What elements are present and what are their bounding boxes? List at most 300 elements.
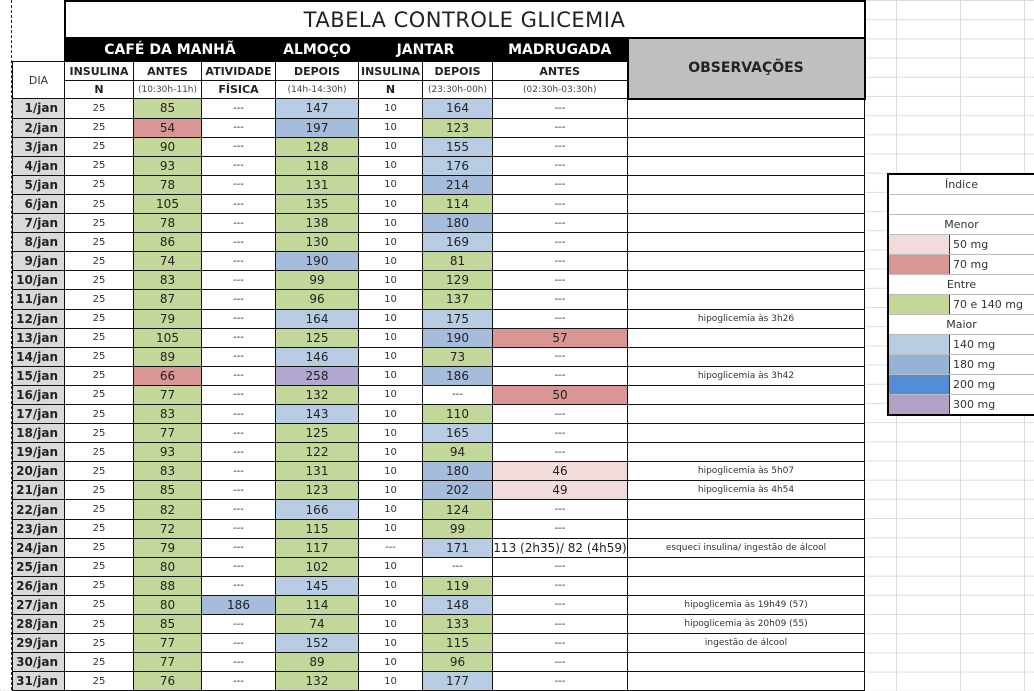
table-row [13,595,865,614]
insulina-manha-cell[interactable]: 25 [65,328,134,347]
depois-header: DEPOIS [276,62,359,81]
insulina-manha-cell[interactable]: 25 [65,500,134,519]
depois-almoco-cell[interactable]: 74 [276,615,359,634]
atividade-fisica-cell[interactable]: --- [202,137,276,156]
depois-jantar-cell[interactable]: 133 [423,615,493,634]
day-cell[interactable]: 12/jan [13,309,65,328]
madrugada-antes-cell[interactable]: --- [493,309,628,328]
depois-almoco-cell[interactable]: 166 [276,500,359,519]
depois-almoco-cell[interactable]: 132 [276,385,359,404]
observacao-cell[interactable] [628,156,865,175]
atividade-fisica-cell[interactable]: --- [202,653,276,672]
insulina-manha-cell[interactable]: 25 [65,424,134,443]
observacao-cell[interactable] [628,175,865,194]
legend-menor: Menor [889,215,1034,235]
observacao-cell[interactable] [628,405,865,424]
depois-almoco-cell[interactable]: 197 [276,118,359,137]
insulina-manha-cell[interactable]: 25 [65,366,134,385]
atividade-fisica-cell[interactable]: --- [202,672,276,691]
day-cell[interactable]: 10/jan [13,271,65,290]
antes-cafe-cell[interactable]: 66 [134,366,202,385]
depois-jantar-cell[interactable]: 119 [423,576,493,595]
day-cell[interactable]: 30/jan [13,653,65,672]
depois-almoco-cell[interactable]: 125 [276,328,359,347]
depois-almoco-cell[interactable]: 89 [276,653,359,672]
insulina-manha-cell[interactable]: 25 [65,118,134,137]
insulina-manha-cell[interactable]: 25 [65,175,134,194]
depois-jantar-cell[interactable]: 129 [423,271,493,290]
insulina-jantar-cell[interactable]: 10 [359,99,423,119]
observacao-cell[interactable] [628,233,865,252]
insulina-jantar-cell[interactable]: 10 [359,595,423,614]
atividade-fisica-cell[interactable]: --- [202,576,276,595]
atividade-fisica-cell[interactable]: --- [202,99,276,119]
depois-jantar-cell[interactable]: 171 [423,538,493,557]
legend-swatch [889,235,950,254]
day-cell[interactable]: 22/jan [13,500,65,519]
antes-cafe-cell[interactable]: 85 [134,481,202,500]
insulina-manha-cell[interactable]: 25 [65,156,134,175]
day-cell[interactable]: 3/jan [13,137,65,156]
madrugada-antes-cell[interactable]: --- [493,595,628,614]
table-row [13,328,865,347]
depois-almoco-cell[interactable]: 143 [276,405,359,424]
depois-jantar-cell[interactable]: 214 [423,175,493,194]
depois-almoco-cell[interactable]: 147 [276,99,359,119]
insulina-manha-cell[interactable]: 25 [65,576,134,595]
day-cell[interactable]: 11/jan [13,290,65,309]
insulina-jantar-cell[interactable]: 10 [359,118,423,137]
depois-almoco-cell[interactable]: 258 [276,366,359,385]
day-cell[interactable]: 1/jan [13,99,65,119]
insulina-manha-cell[interactable]: 25 [65,137,134,156]
depois-almoco-cell[interactable]: 122 [276,443,359,462]
day-cell[interactable]: 9/jan [13,252,65,271]
depois-jantar-cell[interactable]: 115 [423,634,493,653]
insulina-jantar-cell[interactable]: 10 [359,366,423,385]
depois-jantar-cell[interactable]: 99 [423,519,493,538]
depois-almoco-cell[interactable]: 117 [276,538,359,557]
insulina-manha-cell[interactable]: 25 [65,595,134,614]
madrugada-antes-cell[interactable]: --- [493,118,628,137]
antes-cafe-cell[interactable]: 93 [134,156,202,175]
antes-cafe-cell[interactable]: 76 [134,672,202,691]
antes-cafe-cell[interactable]: 74 [134,252,202,271]
day-cell[interactable]: 15/jan [13,366,65,385]
insulina-manha-cell[interactable]: 25 [65,538,134,557]
antes-cafe-cell[interactable]: 77 [134,424,202,443]
insulina-manha-cell[interactable]: 25 [65,634,134,653]
depois-jantar-cell[interactable]: 123 [423,118,493,137]
antes-cafe-cell[interactable]: 80 [134,557,202,576]
atividade-fisica-cell[interactable]: --- [202,156,276,175]
day-cell[interactable]: 26/jan [13,576,65,595]
depois-jantar-cell[interactable]: 155 [423,137,493,156]
madrugada-antes-cell[interactable]: --- [493,137,628,156]
insulina-jantar-cell[interactable]: 10 [359,290,423,309]
insulina-jantar-cell[interactable]: 10 [359,347,423,366]
depois-jantar-cell[interactable]: 177 [423,672,493,691]
day-cell[interactable]: 20/jan [13,462,65,481]
depois-jantar-cell[interactable]: 96 [423,653,493,672]
atividade-fisica-cell[interactable]: --- [202,118,276,137]
antes-cafe-cell[interactable]: 82 [134,500,202,519]
atividade-fisica-cell[interactable]: --- [202,615,276,634]
insulina-jantar-cell[interactable]: 10 [359,557,423,576]
table-row [13,615,865,634]
atividade-fisica-cell[interactable]: --- [202,175,276,194]
depois-almoco-cell[interactable]: 190 [276,252,359,271]
antes-cafe-cell[interactable]: 105 [134,328,202,347]
antes-cafe-cell[interactable]: 77 [134,653,202,672]
antes-cafe-cell[interactable]: 78 [134,175,202,194]
atividade-fisica-cell[interactable]: --- [202,405,276,424]
depois-almoco-cell[interactable]: 146 [276,347,359,366]
insulina-manha-cell[interactable]: 25 [65,653,134,672]
atividade-fisica-cell[interactable]: --- [202,538,276,557]
day-cell[interactable]: 2/jan [13,118,65,137]
insulina-manha-cell[interactable]: 25 [65,309,134,328]
observacao-cell[interactable] [628,576,865,595]
insulina-manha-cell[interactable]: 25 [65,214,134,233]
day-cell[interactable]: 5/jan [13,175,65,194]
antes-cafe-cell[interactable]: 72 [134,519,202,538]
madrugada-antes-cell[interactable]: 57 [493,328,628,347]
depois-almoco-cell[interactable]: 102 [276,557,359,576]
depois-jantar-cell[interactable]: 202 [423,481,493,500]
madrugada-antes-cell[interactable]: --- [493,214,628,233]
antes-cafe-cell[interactable]: 83 [134,462,202,481]
observacao-cell[interactable] [628,271,865,290]
atividade-fisica-cell[interactable]: --- [202,519,276,538]
atividade-fisica-cell[interactable]: --- [202,252,276,271]
insulina-manha-cell[interactable]: 25 [65,462,134,481]
madrugada-antes-cell[interactable]: --- [493,156,628,175]
madrugada-antes-cell[interactable]: 50 [493,385,628,404]
depois-almoco-cell[interactable]: 131 [276,462,359,481]
depois-jantar-cell[interactable]: 81 [423,252,493,271]
depois-jantar-cell[interactable]: 190 [423,328,493,347]
depois-jantar-cell[interactable]: --- [423,557,493,576]
insulina-jantar-cell[interactable]: 10 [359,443,423,462]
insulina-jantar-cell[interactable]: 10 [359,634,423,653]
insulina-jantar-cell[interactable]: 10 [359,252,423,271]
observacao-cell[interactable] [628,519,865,538]
insulina-jantar-cell[interactable]: 10 [359,156,423,175]
observacao-cell[interactable] [628,424,865,443]
madrugada-antes-cell[interactable]: 113 (2h35)/ 82 (4h59) [493,538,628,557]
observacao-cell[interactable] [628,194,865,213]
antes-time: (10:30h-11h) [134,81,202,99]
madrugada-antes-cell[interactable]: 46 [493,462,628,481]
atividade-fisica-cell[interactable]: --- [202,557,276,576]
depois-almoco-cell[interactable]: 152 [276,634,359,653]
depois-almoco-cell[interactable]: 135 [276,194,359,213]
table-row [13,214,865,233]
depois-almoco-cell[interactable]: 123 [276,481,359,500]
insulina-jantar-cell[interactable]: 10 [359,462,423,481]
depois-jantar-cell[interactable]: 148 [423,595,493,614]
insulina-jantar-cell[interactable]: 10 [359,653,423,672]
depois-jantar-cell[interactable]: 176 [423,156,493,175]
madrugada-antes-cell[interactable]: --- [493,424,628,443]
day-cell[interactable]: 14/jan [13,347,65,366]
observacao-cell[interactable] [628,252,865,271]
meal-almoco: ALMOÇO [276,38,359,62]
insulina-manha-cell[interactable]: 25 [65,194,134,213]
insulina-jantar-cell[interactable]: 10 [359,328,423,347]
antes-cafe-cell[interactable]: 93 [134,443,202,462]
observacao-cell[interactable]: hipoglicemia às 20h09 (55) [628,615,865,634]
depois-almoco-cell[interactable]: 128 [276,137,359,156]
table-row [13,99,865,119]
legend-entre: Entre [889,275,1034,295]
madrugada-antes-cell[interactable]: --- [493,405,628,424]
depois-jantar-cell[interactable]: --- [423,385,493,404]
madrugada-antes-cell[interactable]: --- [493,615,628,634]
antes-cafe-cell[interactable]: 79 [134,538,202,557]
day-cell[interactable]: 21/jan [13,481,65,500]
madrugada-antes-cell[interactable]: --- [493,290,628,309]
table-row [13,347,865,366]
depois-jantar-cell[interactable]: 169 [423,233,493,252]
depois-almoco-cell[interactable]: 131 [276,175,359,194]
madrugada-antes-cell[interactable]: --- [493,576,628,595]
insulina-jantar-cell[interactable]: 10 [359,137,423,156]
atividade-fisica-cell[interactable]: --- [202,271,276,290]
observacao-cell[interactable] [628,443,865,462]
observacao-cell[interactable] [628,99,865,119]
insulina-jantar-cell[interactable]: 10 [359,309,423,328]
madrugada-antes-cell[interactable]: --- [493,175,628,194]
table-row [13,576,865,595]
observacao-cell[interactable]: esqueci insulina/ ingestão de álcool [628,538,865,557]
depois-jantar-cell[interactable]: 165 [423,424,493,443]
atividade-fisica-cell[interactable]: --- [202,347,276,366]
madrugada-antes-cell[interactable]: --- [493,366,628,385]
madrugada-antes-cell[interactable]: --- [493,653,628,672]
antes-cafe-cell[interactable]: 79 [134,309,202,328]
depois-almoco-cell[interactable]: 132 [276,672,359,691]
madrugada-antes-cell[interactable]: --- [493,99,628,119]
observacao-cell[interactable] [628,653,865,672]
depois-almoco-cell[interactable]: 164 [276,309,359,328]
depois-almoco-cell[interactable]: 99 [276,271,359,290]
observacao-cell[interactable] [628,118,865,137]
insulina-jantar-cell[interactable]: 10 [359,214,423,233]
depois-almoco-cell[interactable]: 115 [276,519,359,538]
insulina-manha-cell[interactable]: 25 [65,672,134,691]
insulina-jantar-cell[interactable]: 10 [359,424,423,443]
depois-jantar-cell[interactable]: 164 [423,99,493,119]
insulina-jantar-cell[interactable]: 10 [359,233,423,252]
insulina-manha-cell[interactable]: 25 [65,443,134,462]
depois-jantar-cell[interactable]: 175 [423,309,493,328]
observacao-cell[interactable]: hipoglicemia às 19h49 (57) [628,595,865,614]
antes-cafe-cell[interactable]: 85 [134,615,202,634]
depois-almoco-cell[interactable]: 125 [276,424,359,443]
antes-cafe-cell[interactable]: 78 [134,214,202,233]
day-cell[interactable]: 28/jan [13,615,65,634]
observacao-cell[interactable] [628,290,865,309]
day-cell[interactable]: 23/jan [13,519,65,538]
madrugada-antes-cell[interactable]: --- [493,557,628,576]
day-cell[interactable]: 25/jan [13,557,65,576]
insulina-manha-cell[interactable]: 25 [65,557,134,576]
depois2-header: DEPOIS [423,62,493,81]
antes-cafe-cell[interactable]: 90 [134,137,202,156]
day-cell[interactable]: 17/jan [13,405,65,424]
antes-cafe-cell[interactable]: 83 [134,271,202,290]
observacao-cell[interactable] [628,214,865,233]
insulina-manha-cell[interactable]: 25 [65,405,134,424]
madrugada-antes-cell[interactable]: --- [493,194,628,213]
madrugada-antes-cell[interactable]: --- [493,233,628,252]
depois-jantar-cell[interactable]: 180 [423,462,493,481]
antes-cafe-cell[interactable]: 83 [134,405,202,424]
observacao-cell[interactable]: hipoglicemia às 3h26 [628,309,865,328]
insulina-jantar-cell[interactable]: 10 [359,500,423,519]
madrugada-antes-cell[interactable]: --- [493,519,628,538]
table-row [13,481,865,500]
atividade-fisica-cell[interactable]: --- [202,424,276,443]
observacao-cell[interactable]: hipoglicemia às 5h07 [628,462,865,481]
insulina-manha-cell[interactable]: 25 [65,290,134,309]
n-header: N [65,81,134,99]
observacao-cell[interactable] [628,328,865,347]
insulina-jantar-cell[interactable]: 10 [359,271,423,290]
atividade-fisica-cell[interactable]: --- [202,634,276,653]
depois-jantar-cell[interactable]: 114 [423,194,493,213]
observacao-cell[interactable] [628,137,865,156]
table-row [13,653,865,672]
insulina-manha-cell[interactable]: 25 [65,615,134,634]
atividade-fisica-cell[interactable]: --- [202,385,276,404]
insulina-manha-cell[interactable]: 25 [65,252,134,271]
antes-cafe-cell[interactable]: 80 [134,595,202,614]
day-cell[interactable]: 29/jan [13,634,65,653]
atividade-fisica-cell[interactable]: --- [202,481,276,500]
atividade-fisica-cell[interactable]: --- [202,290,276,309]
insulina-manha-cell[interactable]: 25 [65,271,134,290]
atividade-fisica-cell[interactable]: --- [202,328,276,347]
insulina-manha-cell[interactable]: 25 [65,519,134,538]
insulina-manha-cell[interactable]: 25 [65,347,134,366]
day-cell[interactable]: 8/jan [13,233,65,252]
antes-cafe-cell[interactable]: 105 [134,194,202,213]
day-cell[interactable]: 19/jan [13,443,65,462]
depois-almoco-cell[interactable]: 114 [276,595,359,614]
insulina-jantar-cell[interactable]: 10 [359,175,423,194]
observacao-cell[interactable] [628,500,865,519]
insulina-jantar-cell[interactable]: 10 [359,385,423,404]
insulina-manha-cell[interactable]: 25 [65,99,134,119]
atividade-fisica-cell[interactable]: 186 [202,595,276,614]
antes-cafe-cell[interactable]: 77 [134,385,202,404]
day-cell[interactable]: 18/jan [13,424,65,443]
madrugada-antes-cell[interactable]: --- [493,347,628,366]
antes-cafe-cell[interactable]: 85 [134,99,202,119]
madrugada-antes-cell[interactable]: --- [493,443,628,462]
madrugada-antes-cell[interactable]: --- [493,500,628,519]
depois-jantar-cell[interactable]: 186 [423,366,493,385]
atividade-fisica-cell[interactable]: --- [202,309,276,328]
table-row [13,309,865,328]
insulina-manha-cell[interactable]: 25 [65,233,134,252]
insulina-jantar-cell[interactable]: --- [359,538,423,557]
depois-jantar-cell[interactable]: 180 [423,214,493,233]
day-cell[interactable]: 6/jan [13,194,65,213]
day-cell[interactable]: 7/jan [13,214,65,233]
depois-almoco-cell[interactable]: 145 [276,576,359,595]
atividade-fisica-cell[interactable]: --- [202,233,276,252]
madrugada-antes-cell[interactable]: --- [493,271,628,290]
depois-almoco-cell[interactable]: 118 [276,156,359,175]
observacao-cell[interactable] [628,385,865,404]
insulina-manha-cell[interactable]: 25 [65,481,134,500]
day-cell[interactable]: 16/jan [13,385,65,404]
antes-cafe-cell[interactable]: 54 [134,118,202,137]
atividade-fisica-cell[interactable]: --- [202,214,276,233]
day-cell[interactable]: 27/jan [13,595,65,614]
depois-jantar-cell[interactable]: 73 [423,347,493,366]
depois-jantar-cell[interactable]: 110 [423,405,493,424]
atividade-fisica-cell[interactable]: --- [202,500,276,519]
observacao-cell[interactable] [628,557,865,576]
page-title: TABELA CONTROLE GLICEMIA [65,1,865,38]
insulina-manha-cell[interactable]: 25 [65,385,134,404]
day-cell[interactable]: 13/jan [13,328,65,347]
insulina-jantar-cell[interactable]: 10 [359,194,423,213]
observacao-cell[interactable] [628,672,865,691]
atividade-fisica-cell[interactable]: --- [202,443,276,462]
madrugada-antes-cell[interactable]: --- [493,252,628,271]
insulina-jantar-cell[interactable]: 10 [359,576,423,595]
insulina-jantar-cell[interactable]: 10 [359,481,423,500]
depois-jantar-cell[interactable]: 124 [423,500,493,519]
atividade-fisica-cell[interactable]: --- [202,194,276,213]
depois-jantar-cell[interactable]: 137 [423,290,493,309]
madrugada-antes-cell[interactable]: --- [493,634,628,653]
depois-almoco-cell[interactable]: 138 [276,214,359,233]
insulina-jantar-cell[interactable]: 10 [359,672,423,691]
depois-almoco-cell[interactable]: 96 [276,290,359,309]
observacao-cell[interactable] [628,347,865,366]
table-row [13,443,865,462]
day-cell[interactable]: 24/jan [13,538,65,557]
depois-almoco-cell[interactable]: 130 [276,233,359,252]
atividade-fisica-cell[interactable]: --- [202,366,276,385]
antes-cafe-cell[interactable]: 88 [134,576,202,595]
madrugada-antes-cell[interactable]: --- [493,672,628,691]
atividade-fisica-cell[interactable]: --- [202,462,276,481]
day-cell[interactable]: 4/jan [13,156,65,175]
depois-jantar-cell[interactable]: 94 [423,443,493,462]
antes-cafe-cell[interactable]: 77 [134,634,202,653]
observacao-cell[interactable]: hipoglicemia às 3h42 [628,366,865,385]
observacao-cell[interactable]: ingestão de álcool [628,634,865,653]
insulina-jantar-cell[interactable]: 10 [359,615,423,634]
antes-cafe-cell[interactable]: 89 [134,347,202,366]
day-cell[interactable]: 31/jan [13,672,65,691]
antes-cafe-cell[interactable]: 87 [134,290,202,309]
legend-swatch [889,335,950,354]
antes-cafe-cell[interactable]: 86 [134,233,202,252]
insulina-jantar-cell[interactable]: 10 [359,519,423,538]
observacao-cell[interactable]: hipoglicemia às 4h54 [628,481,865,500]
madrugada-antes-cell[interactable]: 49 [493,481,628,500]
insulina-jantar-cell[interactable]: 10 [359,405,423,424]
